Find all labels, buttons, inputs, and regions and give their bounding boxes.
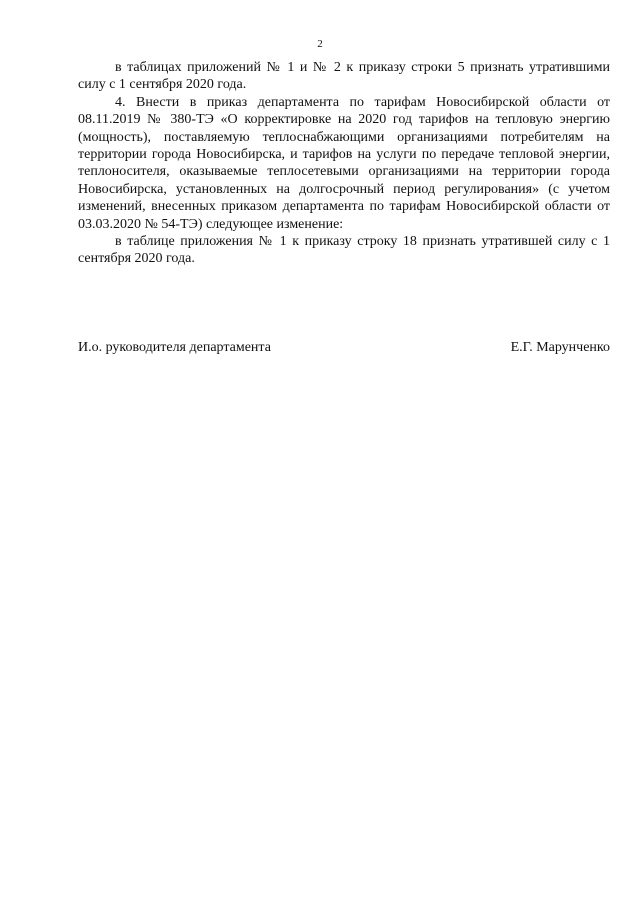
signatory-position: И.о. руководителя департамента xyxy=(78,340,271,355)
paragraph-item-4: 4. Внести в приказ департамента по тарифам Новосибирской области от 08.11.2019 № 380-ТЭ «О корректировке на 2020 год тарифов на тепловую энергию (мощность), поставляемую теплоснабжающими организациями потребителям на территории города Новосибирска, и тарифов на услуги по передаче тепловой энергии, теплоносителя, оказываемые теплосетевыми организациями на территории города Новосибирска, установленных на долгосрочный период регулирования» (с учетом изменений, внесенных приказом департамента по тарифам Новосибирской области от 03.03.2020 № 54-ТЭ) следующее изменение: xyxy=(78,94,610,232)
paragraph-tables-annulment: в таблицах приложений № 1 и № 2 к приказу строки 5 признать утратившими силу с 1 сентября 2020 года. xyxy=(78,60,610,93)
document-body xyxy=(78,59,610,268)
paragraph-table-row-18: в таблице приложения № 1 к приказу строку 18 признать утратившей силу с 1 сентября 2020 года. xyxy=(78,234,610,267)
signatory-name: Е.Г. Марунченко xyxy=(510,340,610,355)
signature-block xyxy=(78,339,610,356)
page-number: 2 xyxy=(317,38,323,50)
